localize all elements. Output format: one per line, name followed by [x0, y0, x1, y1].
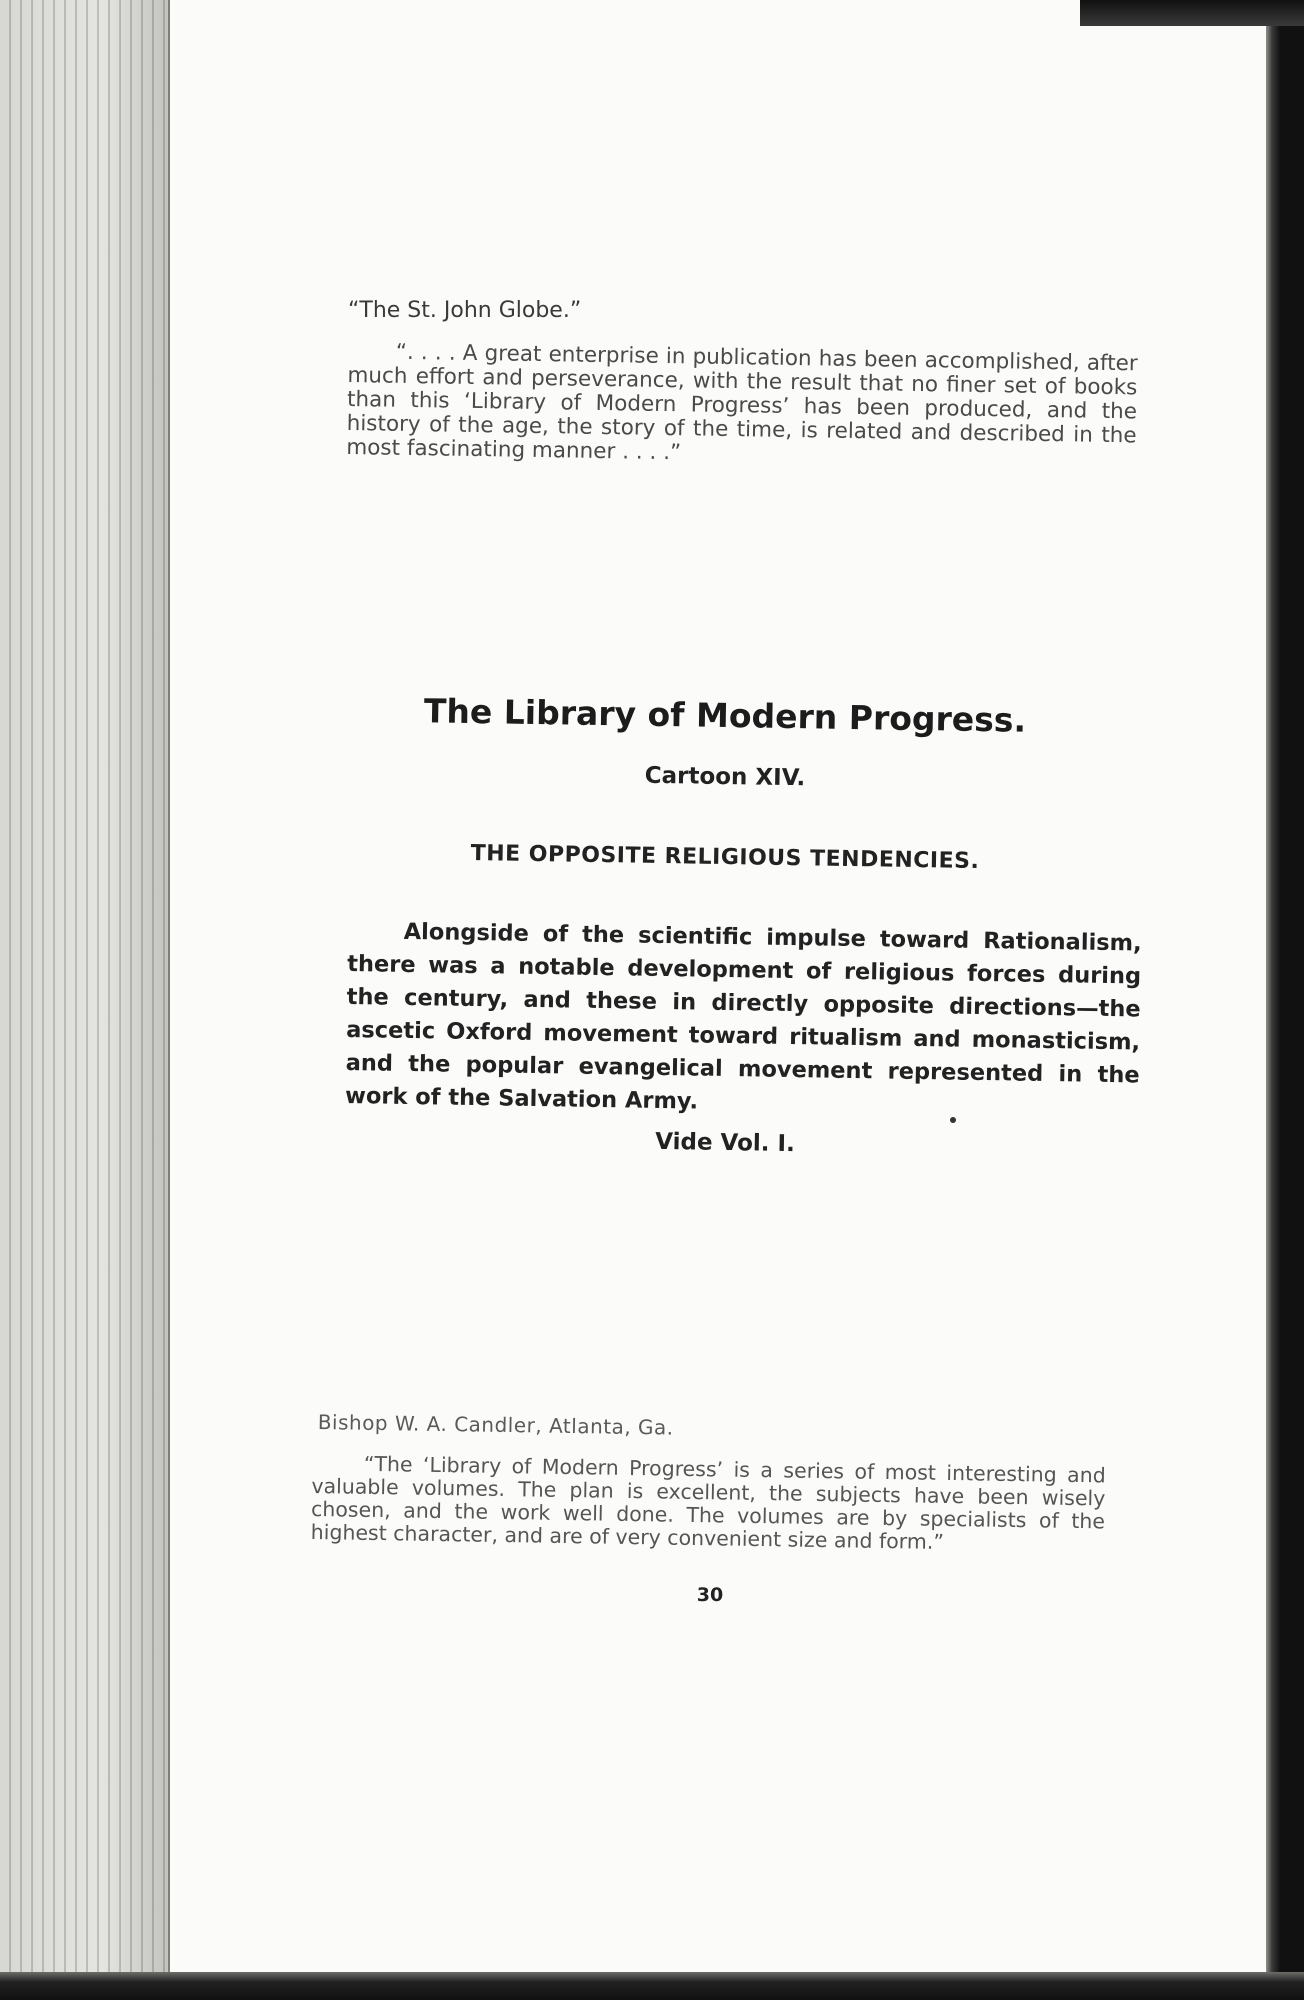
bottom-book-edge: [0, 1972, 1304, 2000]
page-title: The Library of Modern Progress.: [423, 691, 1027, 740]
testimonial-quote-globe: “. . . . A great enterprise in publication has been accomplished, after much effort and perseverance, with the result that no finer set of books than this ‘Library of Modern Progress’ has been produced, and the history of the age, the story of the time, is related and described in the most fascinating manner . . . .”: [346, 339, 1138, 466]
page-number: 30: [696, 1584, 724, 1606]
cartoon-number: Cartoon XIV.: [644, 762, 806, 792]
testimonial-source-candler: Bishop W. A. Candler, Atlanta, Ga.: [317, 1410, 674, 1440]
volume-reference: Vide Vol. I.: [654, 1128, 796, 1158]
testimonial-source-globe: “The St. John Globe.”: [348, 298, 582, 323]
page-edge-shadow: [0, 0, 170, 2000]
top-right-dark-edge: [1080, 0, 1304, 26]
right-book-edge: [1266, 0, 1304, 2000]
ink-dot: [950, 1117, 956, 1123]
cartoon-description: Alongside of the scientific impulse toward Rationalism, there was a notable development of religious forces during the century, and these in directly opposite directions—the ascetic Oxford movement toward ritualism and monasticism, and the popular evangelical movement represented in the work of the Salvation Army.: [344, 918, 1142, 1115]
testimonial-quote-candler: “The ‘Library of Modern Progress’ is a series of most interesting and valuable volumes. The plan is excellent, the subjects have been wisely chosen, and the work well done. The volumes are by specialists of the highest character, and are of very convenient size and form.”: [310, 1451, 1106, 1554]
cartoon-heading: THE OPPOSITE RELIGIOUS TENDENCIES.: [470, 841, 980, 874]
